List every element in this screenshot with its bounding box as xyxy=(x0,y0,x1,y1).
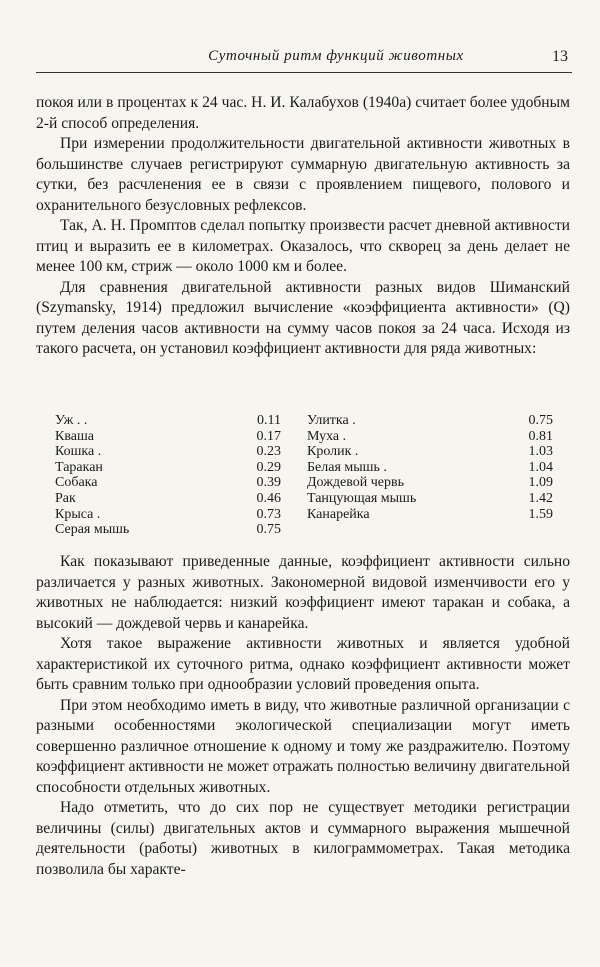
animal-name: Рак xyxy=(55,490,76,506)
coefficient-value: 1.03 xyxy=(528,444,553,460)
coefficient-value: 1.42 xyxy=(528,490,553,506)
coefficient-value: 1.09 xyxy=(528,475,553,491)
paragraph-szymansky: Для сравнения двигательной активности разных видов Шиманский (Szymansky, 1914) предложил вычисление «коэффициента активности» (Q) путем деления часов активности на сумму часов покоя за 24 часа. Исходя из такого расчета, он установил коэффициент активности для ряда животных: xyxy=(36,278,570,357)
table-row xyxy=(55,507,303,523)
coefficient-value: 0.81 xyxy=(528,428,553,444)
running-title: Суточный ритм функций животных xyxy=(208,48,464,64)
table-row xyxy=(55,460,303,476)
coefficient-value: 0.46 xyxy=(256,490,281,506)
table-row xyxy=(55,475,303,491)
animal-name: Улитка . xyxy=(307,413,356,428)
coefficient-value: 1.59 xyxy=(528,506,553,522)
table-row xyxy=(55,491,303,507)
table-row xyxy=(307,475,555,491)
animal-name: Канарейка xyxy=(307,506,370,522)
coefficient-value: 0.11 xyxy=(257,413,281,428)
table-row xyxy=(307,507,555,523)
coefficient-value: 0.23 xyxy=(256,444,281,460)
animal-name: Танцующая мышь xyxy=(307,490,417,506)
paragraph-methodology: Надо отметить, что до сих пор не существует методики регистрации величины (силы) двигательных актов и суммарного выражения мышечной деятельности (работы) животных в килограммометрах. Такая методика позволила бы характе- xyxy=(36,799,570,878)
animal-name: Кошка . xyxy=(55,444,102,460)
paragraph-promptov: Так, А. Н. Промптов сделал попытку произвести расчет дневной активности птиц и выразить ее в километрах. Оказалось, что скворец за день делает не менее 100 км, стриж — около 1000 км и более. xyxy=(36,217,570,275)
animal-name: Таракан xyxy=(55,459,103,475)
table-column-left xyxy=(55,413,303,538)
table-row xyxy=(55,429,303,445)
table-row xyxy=(55,522,303,538)
animal-name: Кваша xyxy=(55,428,94,444)
body-text-top xyxy=(36,93,570,360)
coefficient-value: 0.17 xyxy=(256,428,281,444)
page-number: 13 xyxy=(552,48,568,65)
animal-name: Собака xyxy=(55,475,98,491)
animal-name: Крыса . xyxy=(55,506,101,522)
table-row xyxy=(307,413,555,429)
coefficient-value: 0.75 xyxy=(528,413,553,428)
table-row xyxy=(307,491,555,507)
table-row xyxy=(55,413,303,429)
table-row xyxy=(307,444,555,460)
paragraph-experiment-conditions: Хотя такое выражение активности животных и является удобной характеристикой их суточного ритма, однако коэффициент активности может быть сравним только при однообразии условий проведения опыта. xyxy=(36,635,570,693)
coefficient-value: 0.39 xyxy=(256,475,281,491)
activity-coefficient-table xyxy=(55,413,555,538)
animal-name: Муха . xyxy=(307,428,347,444)
table-column-right xyxy=(307,413,555,538)
animal-name: Дождевой червь xyxy=(307,475,404,491)
body-text-bottom xyxy=(36,552,570,880)
animal-name: Серая мышь xyxy=(55,522,130,538)
paragraph-organization-differences: При этом необходимо иметь в виду, что животные различной организации с разными особенностями экологической специализации могут иметь совершенно различное отношение к одному и тому же раздражителю. Поэтому коэффициент активности не может отражать полностью величину двигательной способности отдельных животных. xyxy=(36,696,570,796)
paragraph-data-comparison: Как показывают приведенные данные, коэффициент активности сильно различается у разных животных. Закономерной видовой изменчивости его у животных не наблюдается: низкий коэффициент имеют таракан и собака, а высокий — дождевой червь и канарейка. xyxy=(36,553,570,632)
coefficient-value: 0.73 xyxy=(256,506,281,522)
table-row xyxy=(307,429,555,445)
coefficient-value: 0.29 xyxy=(256,459,281,475)
paragraph-continuation: покоя или в процентах к 24 час. Н. И. Калабухов (1940а) считает более удобным 2-й способ определения. xyxy=(36,94,570,132)
paragraph-motor-activity: При измерении продолжительности двигательной активности животных в большинстве случаев регистрируют суммарную двигательную активность за сутки, без расчленения ее в связи с проявлением пищевого, полового и охранительного безусловных рефлексов. xyxy=(36,135,570,214)
running-head xyxy=(36,44,572,73)
coefficient-value: 1.04 xyxy=(528,459,553,475)
coefficient-value: 0.75 xyxy=(256,522,281,538)
table-row xyxy=(55,444,303,460)
animal-name: Уж . . xyxy=(55,413,88,428)
animal-name: Кролик . xyxy=(307,444,359,460)
animal-name: Белая мышь . xyxy=(307,459,387,475)
table-row xyxy=(307,460,555,476)
